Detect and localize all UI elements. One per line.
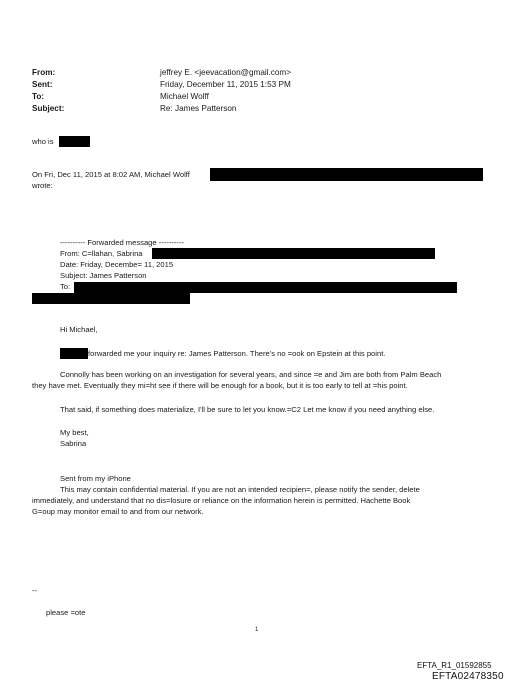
please-note: please =ote (46, 608, 86, 617)
forward-to: To: (60, 282, 71, 291)
sent-label: Sent: (32, 80, 53, 89)
subject-value: Re: James Patterson (160, 104, 237, 113)
signature-dashes: -- (32, 586, 38, 595)
disclaimer-line-2: immediately, and understand that no dis=losure or reliance on the information herein is permitted. Hachette Book (32, 496, 411, 505)
forward-subject: Subject: James Patterson (60, 271, 147, 280)
paragraph-3: That said, if something does materialize, I'll be sure to let you know.=C2 Let me know if you need anything else. (60, 405, 435, 414)
redaction-box (74, 282, 457, 293)
bates-number-2: EFTA02478350 (432, 671, 504, 682)
from-value: jeffrey E. <jeevacation@gmail.com> (160, 68, 292, 77)
signature: Sabrina (60, 439, 87, 448)
forward-separator: ---------- Forwarded message ---------- (60, 238, 185, 247)
bates-number-1: EFTA_R1_01592855 (417, 661, 492, 670)
page-number: 1 (255, 627, 259, 633)
disclaimer-line-3: G=oup may monitor email to and from our network. (32, 507, 204, 516)
quote-header-line: On Fri, Dec 11, 2015 at 8:02 AM, Michael Wolff (32, 170, 190, 179)
paragraph-2-line-1: Connolly has been working on an investigation for several years, and since =e and Jim are both from Palm Beach (60, 370, 442, 379)
redaction-box (32, 293, 190, 304)
signoff: My best, (60, 428, 89, 437)
redaction-box (59, 136, 90, 147)
quote-wrote: wrote: (32, 181, 53, 190)
to-value: Michael Wolff (160, 92, 209, 101)
redaction-box (210, 168, 483, 181)
who-is-text: who is (32, 137, 54, 146)
sent-value: Friday, December 11, 2015 1:53 PM (160, 80, 291, 89)
forward-from: From: C=llahan, Sabrina (60, 249, 143, 258)
disclaimer-line-1: This may contain confidential material. If you are not an intended recipien=, please notify the sender, delete (60, 485, 420, 494)
from-label: From: (32, 68, 56, 77)
paragraph-1: forwarded me your inquiry re: James Patterson. There's no =ook on Epstein at this point. (88, 349, 386, 358)
redaction-box (152, 248, 435, 259)
redaction-box (60, 348, 88, 359)
sent-from-iphone: Sent from my iPhone (60, 474, 131, 483)
to-label: To: (32, 92, 45, 101)
subject-label: Subject: (32, 104, 65, 113)
forward-date: Date: Friday, Decembe= 11, 2015 (60, 260, 174, 269)
paragraph-2-line-2: they have met. Eventually they mi=ht see if there will be enough for a book, but it is too early to tell at =his point. (32, 381, 408, 390)
greeting: Hi Michael, (60, 325, 98, 334)
